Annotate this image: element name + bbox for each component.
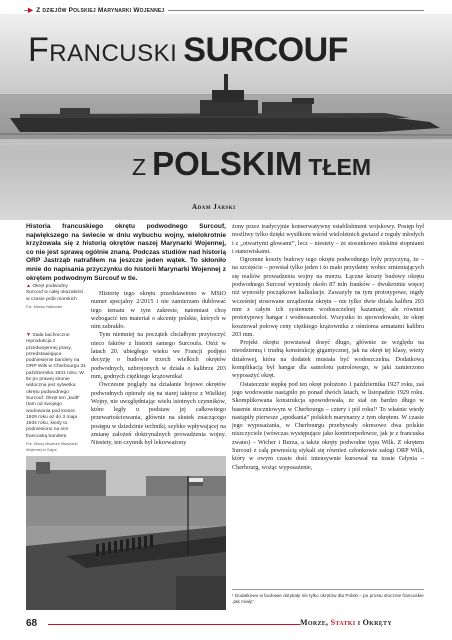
photo-flag-ceremony xyxy=(26,456,226,610)
paragraph: Tym niemniej na początek chciałbym przytoczyć nieco faktów z historii samego Surcoufa. Otóż w latach 20. ubiegłego wieku we Francji podjęto decyzję o budowie trzech wielkich okrętów podwodnych, uzbrojonych w działa o kalibrze 203 mm, godnych ciężkiego krążownika! xyxy=(91,331,226,380)
title-line-2 xyxy=(132,146,371,182)
caption-hero-credit: Fot. Marine Nationale xyxy=(26,304,63,309)
title-word-tlem: tłem xyxy=(308,145,372,182)
caption-hero xyxy=(26,283,86,310)
title-word-polskim: POLSKIM xyxy=(152,145,303,182)
arrow-icon: ▶ xyxy=(28,7,34,14)
brand-word-3: i Okręty xyxy=(357,618,392,627)
article-column-middle xyxy=(91,290,226,448)
caption-arrow-icon: ▼ xyxy=(26,332,31,338)
caption-hero-text: Okręt podwodny Surcouf w całej okazałości w czasie prób morskich xyxy=(26,284,84,302)
brand-word-1: Morze, xyxy=(300,618,329,627)
title-word-z: z xyxy=(132,145,147,182)
paragraph: Ogromne koszty budowy tego okrętu podwodnego były przyczyną, że – na szczęście – powstał tylko jeden i to mało przydatny wobec zmieniających się realiów prowadzenia wojny na morzu. Łączne koszty budowy okrętu podwodnego Surcouf wyniosły około 87 mln franków – dwukrotnie więcej niż wynosiły początkowe kalkulacje. Zawazyły na tym prototypowe, nigdy wcześniej stosowane urządzenia okrętu – nie tylko dwie działa kalibru 203 mm z całym ich systemem wodoszczelnej kazamaty, ale również prototypowy hangar i wodnosamolot. Wszystko to spowodowało, że okręt kosztował połowę ceny ciężkiego krążownika z ośmioma armatami kalibru 203 mm. xyxy=(232,256,424,338)
author-byline: Adam Jarski xyxy=(192,203,236,211)
caption-arrow-icon: ▲ xyxy=(26,283,31,289)
paragraph: Ówczesne poglądy na działanie bojowe okrętów podwodnych opierały się na starej taktyce z Wielkiej Wojny, nie uwzględniając wielu istotnych czynników, które legły u podstaw jej całkowitego przewartościowania, głównie na skutek znaczącego postępu w dziedzinie techniki, szybko wpływającej na zmianę założeń doktrynalnych prowadzenia wojny. Niestety, ten czynnik był lekceważony xyxy=(91,381,226,447)
footer-rule xyxy=(48,624,300,625)
paragraph: Projekt okrętu powstawał dosyć długo, głównie ze względu na nieodzienną i trudną konstrukcję gigantycznej, jak na okręt tej klasy, wieży działowej, która na dodatek musiała być wodoszczelna. Dodatkową komplikacją był hangar dla samolotu patrolowego, w jaki zamierzono wyposażyć okręt. xyxy=(232,339,424,380)
flag-ceremony-illustration xyxy=(26,456,226,610)
title-word-surcouf: SURCOUF xyxy=(183,31,348,69)
caption-photo-credit: Fot. Zbiory Muzeum Marynarki Wojennej w Gdyni xyxy=(26,442,78,453)
paragraph: żony przez tradycyjnie konserwatywny establishment wojskowy. Postęp był możliwy tylko dzięki wysiłkom wśród wieloletnich gwiazd z reguły młodych i z „otwartymi głowami”, lecz – niestety – ze stosunkowo niskimi stopniami i stanowiskami. xyxy=(232,223,424,255)
article-column-right xyxy=(232,223,424,472)
title-word-francuski: Francuski xyxy=(28,31,178,69)
brand-word-2: Statki xyxy=(330,618,356,627)
article-lead: Historia francuskiego okrętu podwodnego Surcouf, największego na świecie w dniu wybuchu wojny, wielokrotnie krzyżowała się z historią okrętów naszej Marynarki Wojennej, co nie jest sprawą ogólnie znaną. Podczas studiów nad historią ORP Jastrząb natrafiłem na jeszcze jeden wątek. To skłoniło mnie do napisania przyczynku do historii Marynarki Wojennej z okrętem podwodnym Surcouf w tle. xyxy=(26,223,226,282)
title-line-1 xyxy=(28,32,348,68)
paragraph: Ostatecznie stępkę pod ten okręt położono 1 października 1927 roku, zaś jego wodowanie nastąpiło po ponad dwóch latach, w listopadzie 1929 roku. Skomplikowana konstrukcja spowodowała, że stał on bardzo długo w basenie stoczniowym w Cherbourgu – cztery i pół roku!¹ To właśnie wtedy nastąpiły pierwsze „spotkania” polskich marynarzy z tym okrętem. W czasie jego wyposażania, w Cherbourgu przebywały okresowo dwa polskie niszczyciele (wówczas występujące jako kontrtorpedowce, jak je z francuska zwano) – Wicher i Burza, a także okręty podwodne typu Wilk. Z okrętem Surcouf z całą pewnością stykali się również członkowie załogi ORP Wilk, który w owym czasie dość intensywnie kursował na trasie Gdynia – Cherbourg, wożąc wyposażenie, xyxy=(232,380,424,471)
caption-photo xyxy=(26,332,86,454)
page-number: 68 xyxy=(26,618,38,629)
magazine-brand xyxy=(300,618,392,627)
paragraph: Historię tego okrętu przedstawiono w MSiO numer specjalny 2/2015 i nie zamierzam dublować tego tematu w tym zakresie, natomiast chcę wzbogacić ten materiał o akcenty polskie, których w nim zabrakło. xyxy=(91,290,226,331)
caption-photo-text: Stała bachniczne reprodukcja z przedwojennej prasy, przedstawiająca podniesienie bandery na ORP Wilk w Cherbourgu 31 października 1931 roku. W tle po prawej stronie widoczna jest sylwetka okrętu podwodnego Surcouf. Okręt ten „kwilł” (tam od swojego wodowania pod koniec 1929 roku aż do 3 maja 1934 roku, kiedy to podniesiono na nim francuską banderę xyxy=(26,333,86,439)
section-tag-text: Z dziejów Polskiej Marynarki Wojennej xyxy=(36,7,165,14)
section-tag xyxy=(28,6,168,14)
footnote: ¹ Dodatkowo w budowie dotykały nie tylko okrętów dla Polski – po prostu stocznie francuskie „tak miały”. xyxy=(232,589,424,605)
